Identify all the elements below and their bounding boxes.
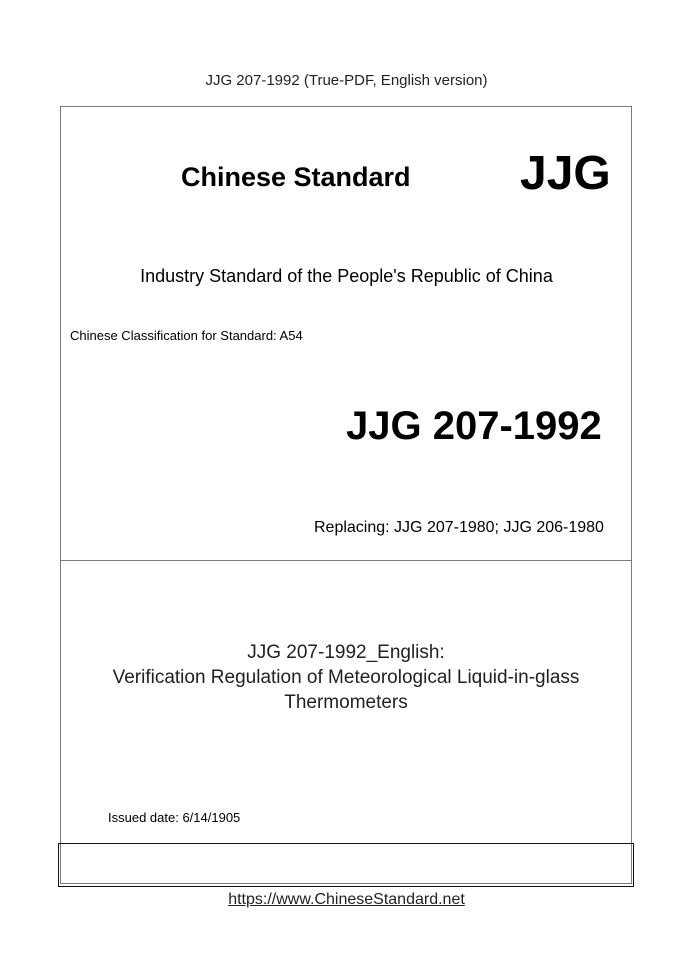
issued-date: Issued date: 6/14/1905 xyxy=(108,810,241,825)
website-link[interactable]: https://www.ChineseStandard.net xyxy=(228,891,465,908)
document-title-line-2: Verification Regulation of Meteorological Liquid-in-glass xyxy=(112,667,580,688)
document-title-line-3: Thermometers xyxy=(284,692,408,713)
empty-footer-box xyxy=(58,843,634,887)
classification-line: Chinese Classification for Standard: A54 xyxy=(70,328,303,343)
standard-code: JJG xyxy=(520,147,611,200)
document-title-line-1: JJG 207-1992_English: xyxy=(247,642,445,663)
industry-standard-line: Industry Standard of the People's Republic of China xyxy=(140,266,553,286)
section-divider xyxy=(60,560,632,561)
document-header: JJG 207-1992 (True-PDF, English version) xyxy=(205,72,488,89)
cover-title: Chinese Standard xyxy=(181,162,411,192)
standard-number: JJG 207-1992 xyxy=(346,404,602,448)
cover-frame xyxy=(60,106,632,884)
document-title xyxy=(60,640,632,715)
replacing-line: Replacing: JJG 207-1980; JJG 206-1980 xyxy=(314,519,604,536)
